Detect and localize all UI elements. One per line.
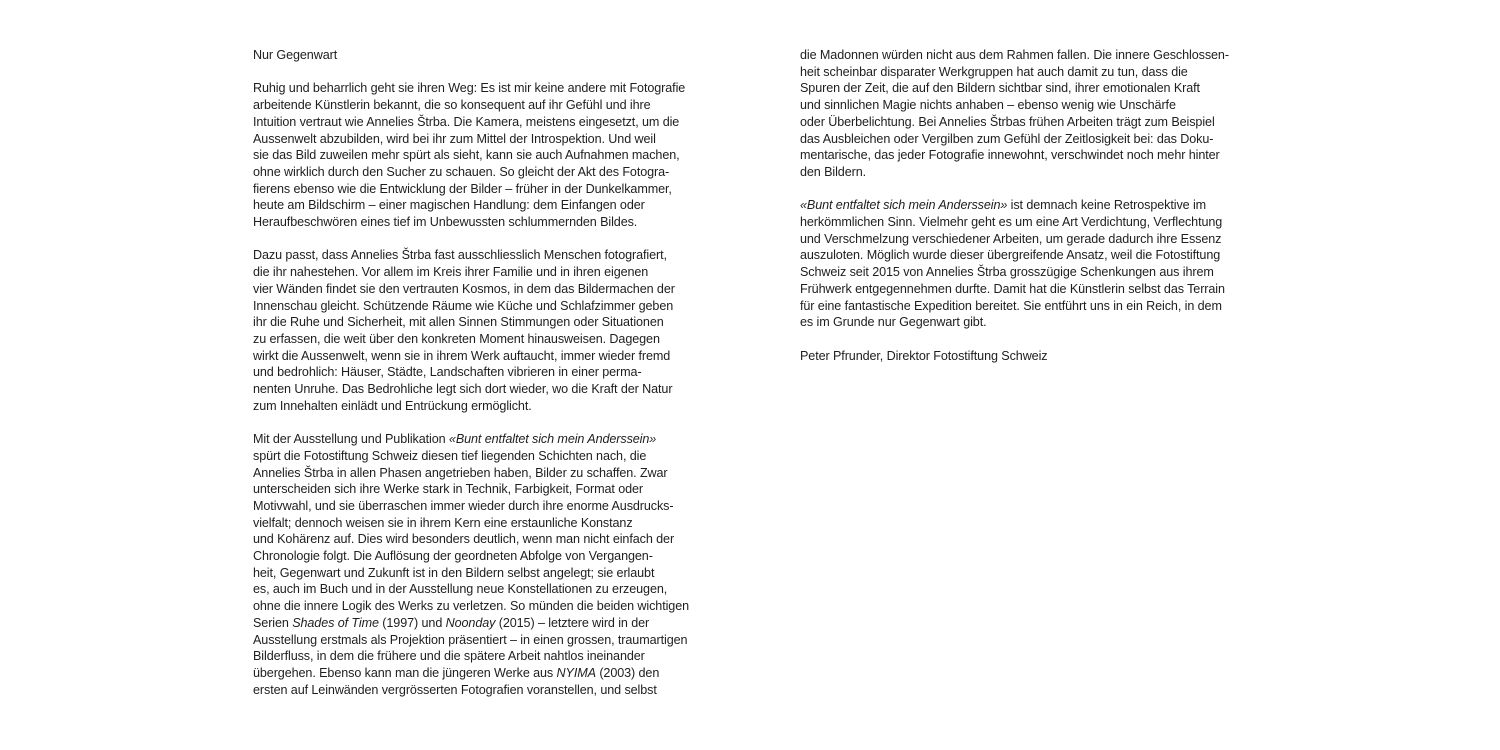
- text-line: [800, 197, 1262, 214]
- text-line: mentarische, das jeder Fotografie innewohnt, verschwindet noch mehr hinter: [800, 148, 1220, 163]
- text-line: vier Wänden findet sie den vertrauten Kosmos, in dem das Bildermachen der: [253, 281, 675, 296]
- text-line: herkömmlichen Sinn. Vielmehr geht es um eine Art Verdichtung, Verflechtung: [800, 215, 1223, 230]
- series-title-shades-of-time: Shades of Time: [292, 615, 379, 630]
- text-line: es im Grunde nur Gegenwart gibt.: [800, 315, 987, 330]
- text-line: [253, 431, 715, 448]
- text-line: ohne wirklich durch den Sucher zu schauen. So gleicht der Akt des Fotogra-: [253, 164, 670, 179]
- text-line: das Ausbleichen oder Vergilben zum Gefühl der Zeitlosigkeit bei: das Doku-: [800, 131, 1214, 146]
- text-line: fierens ebenso wie die Entwicklung der Bilder – früher in der Dunkelkammer,: [253, 181, 672, 196]
- text-line: Schweiz seit 2015 von Annelies Štrba grosszügige Schenkungen aus ihrem: [800, 265, 1214, 280]
- text-segment: ist demnach keine Retrospektive im: [1007, 198, 1207, 213]
- text-line: Dazu passt, dass Annelies Štrba fast ausschliesslich Menschen fotografiert,: [253, 248, 667, 263]
- text-segment: Serien: [253, 615, 293, 630]
- text-line: Spuren der Zeit, die auf den Bildern sichtbar sind, ihrer emotionalen Kraft: [800, 81, 1200, 96]
- text-line: Motivwahl, und sie überraschen immer wieder durch ihre enorme Ausdrucks-: [253, 498, 674, 513]
- text-segment: (1997) und: [378, 615, 446, 630]
- text-line: oder Überbelichtung. Bei Annelies Štrbas frühen Arbeiten trägt zum Beispiel: [800, 114, 1215, 129]
- paragraph-gap: [800, 181, 1262, 198]
- text-line: Chronologie folgt. Die Auflösung der geordneten Abfolge von Vergangen-: [253, 549, 653, 564]
- text-line: nenten Unruhe. Das Bedrohliche legt sich dort wieder, wo die Kraft der Natur: [253, 382, 673, 397]
- text-line: Bilderfluss, in dem die frühere und die spätere Arbeit nahtlos ineinander: [253, 649, 645, 664]
- text-line: die ihr nahestehen. Vor allem im Kreis ihrer Familie und in ihren eigenen: [253, 265, 649, 280]
- text-line: zum Innehalten einlädt und Entrückung ermöglicht.: [253, 398, 532, 413]
- text-line: ohne die innere Logik des Werks zu verletzen. So münden die beiden wichtigen: [253, 599, 690, 614]
- right-column: [800, 47, 1262, 364]
- text-line: vielfalt; dennoch weisen sie in ihrem Kern eine erstaunliche Konstanz: [253, 515, 633, 530]
- text-line: Intuition vertraut wie Annelies Štrba. Die Kamera, meistens eingesetzt, um die: [253, 114, 680, 129]
- paragraph-intro: [253, 80, 715, 230]
- paragraph-retrospective: [800, 197, 1262, 331]
- text-segment: (2003) den: [595, 665, 660, 680]
- author-signature: Peter Pfrunder, Direktor Fotostiftung Schweiz: [800, 348, 1048, 363]
- text-line: Frühwerk entgegennehmen durfte. Damit hat die Künstlerin selbst das Terrain: [800, 281, 1225, 296]
- left-column: [253, 47, 715, 698]
- paragraph-gap: [253, 231, 715, 248]
- text-line: arbeitende Künstlerin bekannt, die so konsequent auf ihr Gefühl und ihre: [253, 98, 651, 113]
- text-segment: (2015) – letztere wird in der: [495, 615, 650, 630]
- text-line: für eine fantastische Expedition bereitet. Sie entführt uns in ein Reich, in dem: [800, 298, 1222, 313]
- text-line: wirkt die Aussenwelt, wenn sie in ihrem Werk auftaucht, immer wieder fremd: [253, 348, 671, 363]
- text-segment: übergehen. Ebenso kann man die jüngeren Werke aus: [253, 665, 557, 680]
- text-segment: Mit der Ausstellung und Publikation: [253, 432, 449, 447]
- exhibition-title: «Bunt entfaltet sich mein Anderssein»: [800, 198, 1008, 213]
- text-line: auszuloten. Möglich wurde dieser übergreifende Ansatz, weil die Fotostiftung: [800, 248, 1221, 263]
- text-line: es, auch im Buch und in der Ausstellung neue Konstellationen zu erzeugen,: [253, 582, 668, 597]
- text-line: Ruhig und beharrlich geht sie ihren Weg: Es ist mir keine andere mit Fotografie: [253, 81, 686, 96]
- text-line: Ausstellung erstmals als Projektion präsentiert – in einen grossen, traumartigen: [253, 632, 688, 647]
- text-line: und Verschmelzung verschiedener Arbeiten, um gerade dadurch ihre Essenz: [800, 231, 1222, 246]
- text-line: den Bildern.: [800, 164, 867, 179]
- text-line: Heraufbeschwören eines tief im Unbewussten schlummernden Bildes.: [253, 215, 638, 230]
- text-line: ihr die Ruhe und Sicherheit, mit allen Sinnen Stimmungen oder Situationen: [253, 315, 664, 330]
- text-line: heute am Bildschirm – einer magischen Handlung: dem Einfangen oder: [253, 198, 645, 213]
- exhibition-title: «Bunt entfaltet sich mein Anderssein»: [448, 432, 657, 447]
- text-line: Annelies Štrba in allen Phasen angetrieben haben, Bilder zu schaffen. Zwar: [253, 465, 668, 480]
- text-line: und Kohärenz auf. Dies wird besonders deutlich, wenn man nicht einfach der: [253, 532, 675, 547]
- series-title-noonday: Noonday: [445, 615, 496, 630]
- paragraph-exhibition: [253, 431, 715, 698]
- text-line: Innenschau gleicht. Schützende Räume wie Küche und Schlafzimmer geben: [253, 298, 674, 313]
- text-line: zu erfassen, die weit über den konkreten Moment hinausweisen. Dagegen: [253, 331, 660, 346]
- text-line: und bedrohlich: Häuser, Städte, Landschaften vibrieren in einer perma-: [253, 365, 642, 380]
- text-line: und sinnlichen Magie nichts anhaben – ebenso wenig wie Unschärfe: [800, 98, 1176, 113]
- paragraph-continuation: [800, 47, 1262, 181]
- text-line: [253, 665, 715, 682]
- paragraph-gap: [253, 414, 715, 431]
- text-line: [253, 615, 715, 632]
- paragraph-gap: [800, 331, 1262, 348]
- text-line: unterscheiden sich ihre Werke stark in Technik, Farbigkeit, Format oder: [253, 482, 644, 497]
- paragraph-gap: [253, 64, 715, 81]
- text-line: die Madonnen würden nicht aus dem Rahmen fallen. Die innere Geschlossen-: [800, 48, 1229, 62]
- text-line: sie das Bild zuweilen mehr spürt als sieht, kann sie auch Aufnahmen machen,: [253, 148, 680, 163]
- text-line: heit scheinbar disparater Werkgruppen hat auch damit zu tun, dass die: [800, 64, 1188, 79]
- text-line: spürt die Fotostiftung Schweiz diesen tief liegenden Schichten nach, die: [253, 448, 647, 463]
- text-line: Aussenwelt abzubilden, wird bei ihr zum Mittel der Introspektion. Und weil: [253, 131, 656, 146]
- text-line: ersten auf Leinwänden vergrösserten Fotografien voranstellen, und selbst: [253, 682, 657, 697]
- paragraph-family: [253, 247, 715, 414]
- text-line: heit, Gegenwart und Zukunft ist in den Bildern selbst angelegt; sie erlaubt: [253, 565, 655, 580]
- section-heading: Nur Gegenwart: [253, 48, 338, 62]
- series-title-nyima: NYIMA: [556, 665, 596, 680]
